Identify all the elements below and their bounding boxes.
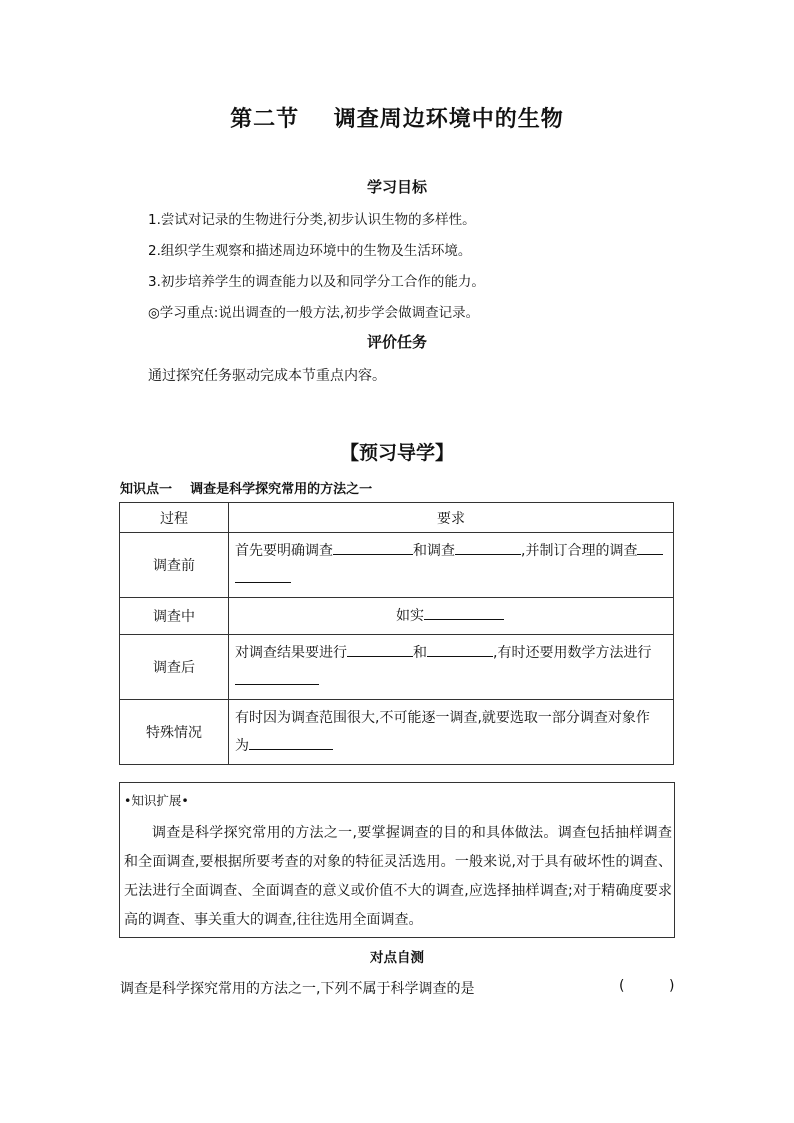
goal-item-3: 3.初步培养学生的调查能力以及和同学分工合作的能力。 (148, 274, 485, 290)
knowledge-point-title: 知识点一 调查是科学探究常用的方法之一 (120, 482, 373, 497)
key-point: ◎学习重点:说出调查的一般方法,初步学会做调查记录。 (148, 305, 480, 321)
requirement-text: 如实 (396, 608, 424, 624)
goal-item-2: 2.组织学生观察和描述周边环境中的生物及生活环境。 (148, 243, 472, 259)
goals-heading: 学习目标 (366, 178, 427, 196)
table-row (120, 533, 674, 598)
stage-cell: 调查中 (120, 598, 229, 635)
table-row (120, 700, 674, 765)
page-title: 第二节 调查周边环境中的生物 (230, 106, 564, 132)
evaluation-heading: 评价任务 (366, 333, 427, 351)
answer-blank[interactable] (427, 642, 493, 657)
answer-blank-continued[interactable] (235, 670, 319, 685)
knowledge-extension-box (119, 782, 675, 938)
requirement-text: ,并制订合理的调查 (521, 543, 638, 559)
requirement-text: 为 (235, 738, 249, 754)
preview-heading: 【预习导学】 (339, 442, 454, 464)
requirement-cell (229, 700, 674, 765)
requirement-cell (229, 635, 674, 700)
header-requirement: 要求 (229, 503, 674, 533)
requirement-cell (229, 598, 674, 635)
requirement-cell (229, 533, 674, 598)
requirement-text: 和调查 (413, 543, 455, 559)
requirement-text: 对调查结果要进行 (235, 645, 347, 661)
requirements-table (119, 502, 674, 765)
stage-cell: 调查前 (120, 533, 229, 598)
question-text: 调查是科学探究常用的方法之一,下列不属于科学调查的是 (120, 981, 475, 997)
table-header-row (120, 503, 674, 533)
answer-blank[interactable] (424, 605, 504, 620)
self-test-heading: 对点自测 (370, 950, 424, 966)
table-row (120, 598, 674, 635)
answer-blank-continued[interactable] (235, 568, 291, 583)
answer-blank[interactable] (637, 540, 663, 555)
stage-cell: 特殊情况 (120, 700, 229, 765)
requirement-text: 和 (413, 645, 427, 661)
answer-blank[interactable] (347, 642, 413, 657)
extension-text: 调查是科学探究常用的方法之一,要掌握调查的目的和具体做法。调查包括抽样调查和全面调查,要根据所要考查的对象的特征灵活选用。一般来说,对于具有破坏性的调查、无法进行全面调查、全面调查的意义或价值不大的调查,应选择抽样调查;对于精确度要求高的调查、事关重大的调查,往往选用全面调查。 (124, 825, 672, 928)
table-row (120, 635, 674, 700)
requirement-text: 有时因为调查范围很大,不可能逐一调查,就要选取一部分调查对象作 (235, 710, 650, 726)
answer-blank[interactable] (455, 540, 521, 555)
header-process: 过程 (120, 503, 229, 533)
requirement-text: 首先要明确调查 (235, 543, 333, 559)
goal-item-1: 1.尝试对记录的生物进行分类,初步认识生物的多样性。 (148, 212, 476, 228)
requirement-text: ,有时还要用数学方法进行 (493, 645, 652, 661)
answer-bracket[interactable]: ( ) (619, 978, 675, 994)
evaluation-text: 通过探究任务驱动完成本节重点内容。 (148, 368, 386, 384)
answer-blank[interactable] (333, 540, 413, 555)
answer-blank[interactable] (249, 735, 333, 750)
extension-label: •知识扩展• (124, 793, 189, 808)
stage-cell: 调查后 (120, 635, 229, 700)
